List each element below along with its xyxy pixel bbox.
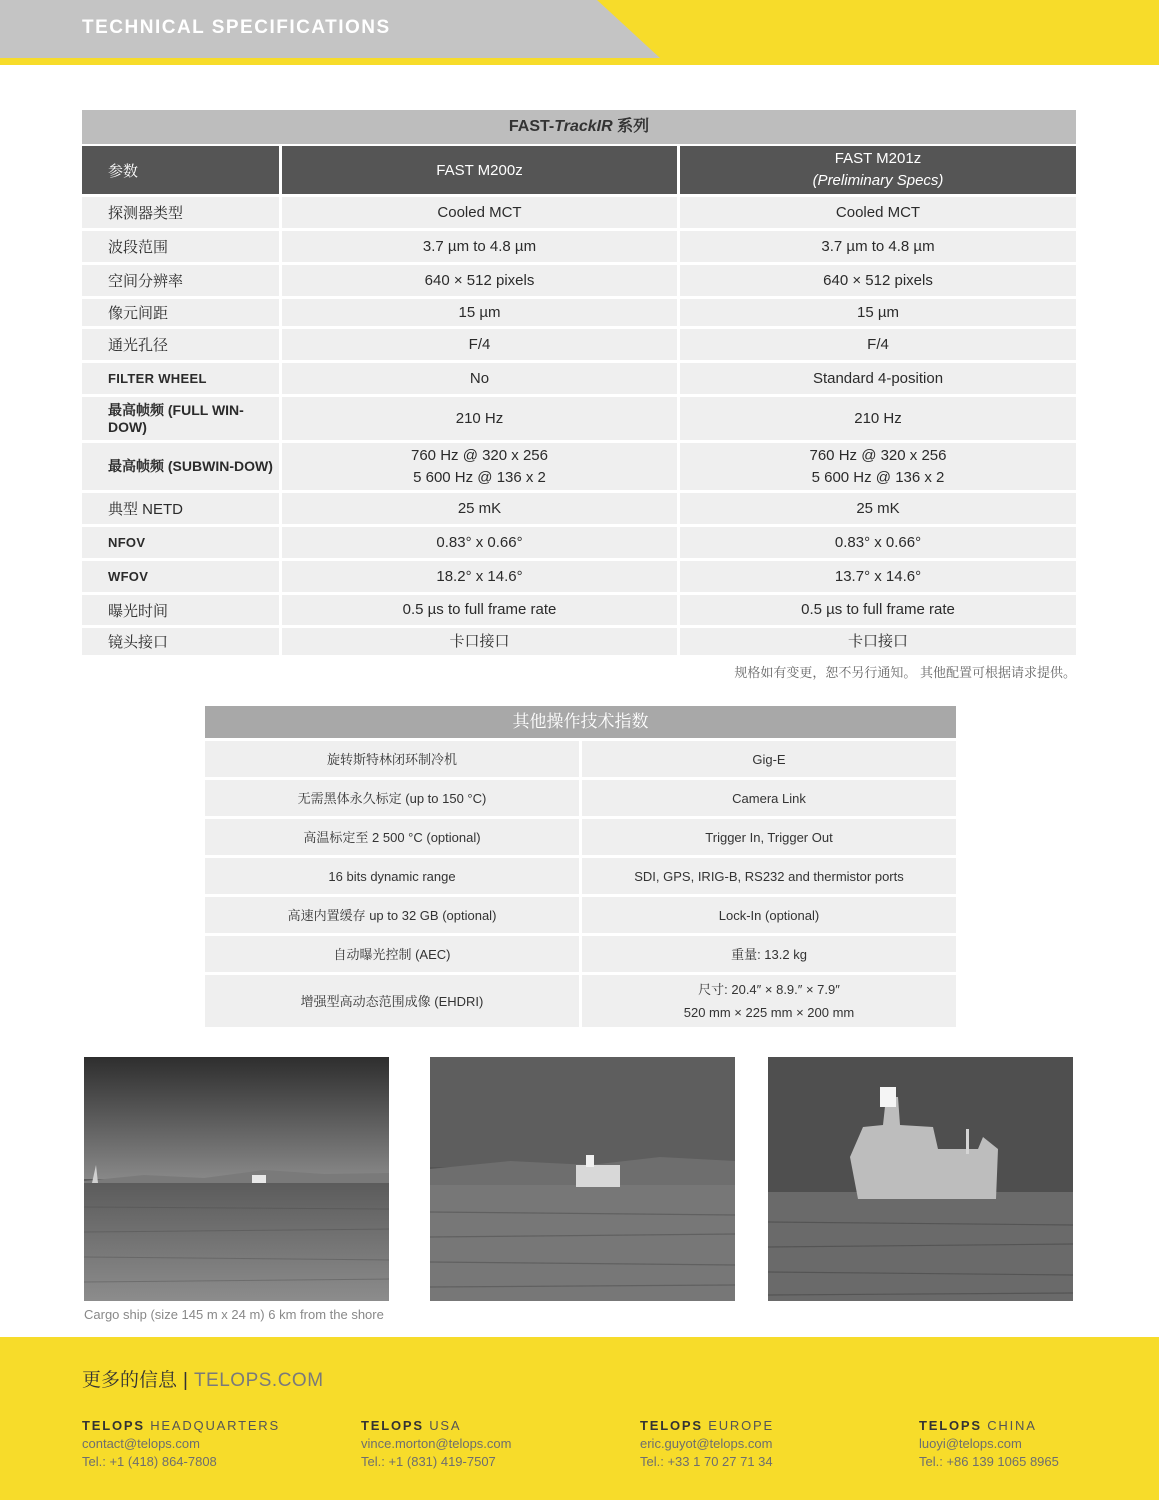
spec-row: [82, 329, 1076, 360]
spec-value-m200z: [282, 527, 677, 558]
office-brand: TELOPS: [640, 1418, 703, 1433]
ops-interface: [582, 819, 956, 855]
spec-table-header: [82, 146, 1076, 194]
spec-value-m201z: [680, 527, 1076, 558]
office-region: HEADQUARTERS: [150, 1418, 280, 1433]
spec-value-m201z: [680, 329, 1076, 360]
office-block: [919, 1417, 1059, 1471]
spec-disclaimer: 规格如有变更，恕不另行通知。 其他配置可根据请求提供。: [734, 665, 1076, 680]
spec-row: [82, 231, 1076, 262]
spec-value-m200z: [282, 595, 677, 625]
ops-table: [205, 706, 956, 1027]
spec-value-line: 0.5 µs to full frame rate: [801, 601, 955, 618]
office-name: [640, 1417, 774, 1435]
spec-label: NFOV: [82, 527, 279, 558]
ops-table-title: 其他操作技术指数: [205, 706, 956, 738]
spec-label: 空间分辨率: [82, 265, 279, 296]
office-block: [640, 1417, 774, 1471]
spec-value-m201z: [680, 231, 1076, 262]
office-phone: Tel.: +33 1 70 27 71 34: [640, 1454, 773, 1469]
spec-value-line: 210 Hz: [455, 409, 504, 427]
header-model-m201z-note: (Preliminary Specs): [812, 172, 944, 189]
spec-value-line: 13.7° x 14.6°: [834, 567, 922, 585]
spec-row: [82, 363, 1076, 394]
spec-value-m200z: [282, 265, 677, 296]
ops-text-line: Lock-In (optional): [718, 907, 820, 923]
spec-label: 典型 NETD: [82, 493, 279, 524]
ops-feature: [205, 975, 579, 1027]
spec-value-line: Cooled MCT: [437, 203, 522, 221]
ops-text-line: Gig-E: [752, 751, 786, 767]
ops-interface: [582, 897, 956, 933]
office-brand: TELOPS: [82, 1418, 145, 1433]
spec-table: [82, 110, 1076, 655]
spec-value-line: 0.83° x 0.66°: [834, 533, 922, 551]
spec-label: 最高帧频 (SUBWIN-DOW): [82, 443, 279, 490]
office-email[interactable]: eric.guyot@telops.com: [640, 1436, 773, 1451]
spec-value-line: 5 600 Hz @ 136 x 2: [811, 468, 945, 486]
spec-value-m200z: [282, 397, 677, 440]
ops-row: [205, 858, 956, 894]
ops-text-line: 高速内置缓存 up to 32 GB (optional): [287, 907, 497, 923]
spec-value-line: F/4: [867, 335, 889, 353]
office-region: USA: [429, 1418, 462, 1433]
spec-value-line: 15 µm: [458, 303, 501, 321]
spec-value-line: Standard 4-position: [812, 369, 944, 387]
spec-title-prefix: FAST-: [508, 118, 555, 135]
ops-feature: [205, 780, 579, 816]
ops-interface: [582, 975, 956, 1027]
spec-value-m201z: [680, 397, 1076, 440]
spec-row: [82, 265, 1076, 296]
office-block: [361, 1417, 511, 1471]
website-link[interactable]: TELOPS.COM: [193, 1370, 324, 1391]
spec-value-line: No: [469, 369, 490, 387]
ops-text-line: 旋转斯特林闭环制冷机: [326, 751, 457, 767]
spec-table-title: [82, 110, 1076, 144]
ops-row: [205, 819, 956, 855]
spec-row: [82, 443, 1076, 490]
spec-row: [82, 197, 1076, 228]
ops-feature: [205, 819, 579, 855]
ops-text-line: SDI, GPS, IRIG-B, RS232 and thermistor ports: [634, 868, 904, 884]
spec-value-line: Cooled MCT: [835, 203, 921, 221]
office-phone: Tel.: +86 139 1065 8965: [919, 1454, 1059, 1469]
spec-value-m200z: [282, 299, 677, 326]
spec-value-line: 3.7 µm to 4.8 µm: [422, 237, 537, 255]
spec-value-m201z: [680, 299, 1076, 326]
ops-text-line: 520 mm × 225 mm × 200 mm: [683, 1005, 855, 1020]
spec-value-m200z: [282, 197, 677, 228]
spec-value-m200z: [282, 628, 677, 655]
spec-table-body: [82, 197, 1076, 655]
spec-title-suffix: 系列: [612, 118, 650, 135]
office-phone: Tel.: +1 (831) 419-7507: [361, 1454, 496, 1469]
ops-feature: [205, 741, 579, 777]
office-brand: TELOPS: [361, 1418, 424, 1433]
spec-value-m201z: [680, 197, 1076, 228]
office-email[interactable]: vince.morton@telops.com: [361, 1436, 512, 1451]
spec-label: 曝光时间: [82, 595, 279, 625]
office-brand: TELOPS: [919, 1418, 982, 1433]
spec-label: FILTER WHEEL: [82, 363, 279, 394]
spec-value-line: 640 × 512 pixels: [424, 271, 535, 289]
spec-row: [82, 397, 1076, 440]
ops-text-line: 高温标定至 2 500 °C (optional): [303, 829, 481, 845]
ops-text-line: 自动曝光控制 (AEC): [333, 946, 451, 962]
spec-value-line: 卡口接口: [847, 632, 908, 650]
ops-feature: [205, 936, 579, 972]
spec-value-m201z: [680, 363, 1076, 394]
spec-row: [82, 561, 1076, 592]
ops-feature: [205, 858, 579, 894]
spec-value-line: 3.7 µm to 4.8 µm: [821, 237, 935, 255]
spec-title-italic: TrackIR: [554, 118, 613, 135]
spec-value-line: 25 mK: [856, 499, 900, 517]
ops-row: [205, 975, 956, 1027]
ops-row: [205, 897, 956, 933]
ops-row: [205, 936, 956, 972]
ops-row: [205, 741, 956, 777]
office-email[interactable]: contact@telops.com: [82, 1436, 200, 1451]
spec-value-line: F/4: [468, 335, 491, 353]
spec-value-line: 640 × 512 pixels: [823, 271, 933, 289]
header-model-m200z: FAST M200z: [282, 146, 677, 194]
thermal-photo-near: [768, 1057, 1073, 1301]
spec-value-m201z: [680, 561, 1076, 592]
spec-row: [82, 628, 1076, 655]
office-phone: Tel.: +1 (418) 864-7808: [82, 1454, 217, 1469]
header-param: 参数: [82, 146, 279, 194]
spec-value-line: 18.2° x 14.6°: [436, 567, 523, 585]
spec-value-m200z: [282, 329, 677, 360]
spec-value-line: 760 Hz @ 320 x 256: [411, 446, 548, 464]
more-info-separator: |: [183, 1370, 188, 1391]
spec-value-line: 25 mK: [457, 499, 502, 517]
spec-label: 镜头接口: [82, 628, 279, 655]
office-name: [919, 1417, 1059, 1435]
spec-value-m200z: [282, 443, 677, 490]
spec-value-line: 5 600 Hz @ 136 x 2: [413, 468, 546, 486]
spec-value-line: 15 µm: [857, 303, 899, 321]
spec-value-line: 卡口接口: [449, 632, 510, 650]
office-name: [361, 1417, 511, 1435]
ops-row: [205, 780, 956, 816]
spec-label: 波段范围: [82, 231, 279, 262]
spec-value-m200z: [282, 363, 677, 394]
spec-value-m201z: [680, 443, 1076, 490]
spec-value-line: 210 Hz: [854, 409, 902, 427]
spec-label: 像元间距: [82, 299, 279, 326]
spec-value-m200z: [282, 493, 677, 524]
spec-value-line: 0.5 µs to full frame rate: [402, 601, 557, 618]
photo-caption: Cargo ship (size 145 m x 24 m) 6 km from the shore: [84, 1307, 384, 1322]
more-info-label: 更多的信息: [82, 1370, 178, 1391]
ops-interface: [582, 858, 956, 894]
header-model-m201z: [680, 146, 1076, 194]
spec-row: [82, 493, 1076, 524]
ops-interface: [582, 936, 956, 972]
spec-label: 通光孔径: [82, 329, 279, 360]
spec-row: [82, 595, 1076, 625]
spec-row: [82, 527, 1076, 558]
spec-label: WFOV: [82, 561, 279, 592]
ops-text-line: Trigger In, Trigger Out: [705, 829, 833, 845]
office-name: [82, 1417, 280, 1435]
office-email[interactable]: luoyi@telops.com: [919, 1436, 1022, 1451]
thermal-photo-far: [84, 1057, 389, 1301]
spec-value-m201z: [680, 493, 1076, 524]
footer: [0, 1337, 1159, 1500]
ops-text-line: Camera Link: [732, 790, 806, 806]
spec-value-m200z: [282, 231, 677, 262]
spec-value-m200z: [282, 561, 677, 592]
ops-text-line: 重量: 13.2 kg: [731, 946, 807, 962]
ops-feature: [205, 897, 579, 933]
office-block: [82, 1417, 280, 1471]
ops-text-line: 16 bits dynamic range: [328, 868, 456, 884]
ops-interface: [582, 780, 956, 816]
header-model-m201z-name: FAST M201z: [834, 150, 922, 167]
ops-text-line: 尺寸: 20.4″ × 8.9.″ × 7.9″: [698, 982, 840, 997]
spec-row: [82, 299, 1076, 326]
spec-value-m201z: [680, 595, 1076, 625]
office-region: CHINA: [987, 1418, 1037, 1433]
ops-interface: [582, 741, 956, 777]
spec-label: 探测器类型: [82, 197, 279, 228]
ops-table-body: [205, 741, 956, 1027]
spec-value-m201z: [680, 628, 1076, 655]
ops-text-line: 增强型高动态范围成像 (EHDRI): [300, 993, 484, 1009]
spec-value-line: 0.83° x 0.66°: [436, 533, 523, 551]
spec-value-line: 760 Hz @ 320 x 256: [809, 446, 947, 464]
ops-text-line: 无需黑体永久标定 (up to 150 °C): [297, 790, 487, 806]
office-region: EUROPE: [708, 1418, 774, 1433]
spec-value-m201z: [680, 265, 1076, 296]
spec-label: 最高帧频 (FULL WIN-DOW): [82, 397, 279, 440]
more-info: [82, 1365, 324, 1392]
thermal-photo-mid: [430, 1057, 735, 1301]
page-title: TECHNICAL SPECIFICATIONS: [82, 17, 391, 38]
